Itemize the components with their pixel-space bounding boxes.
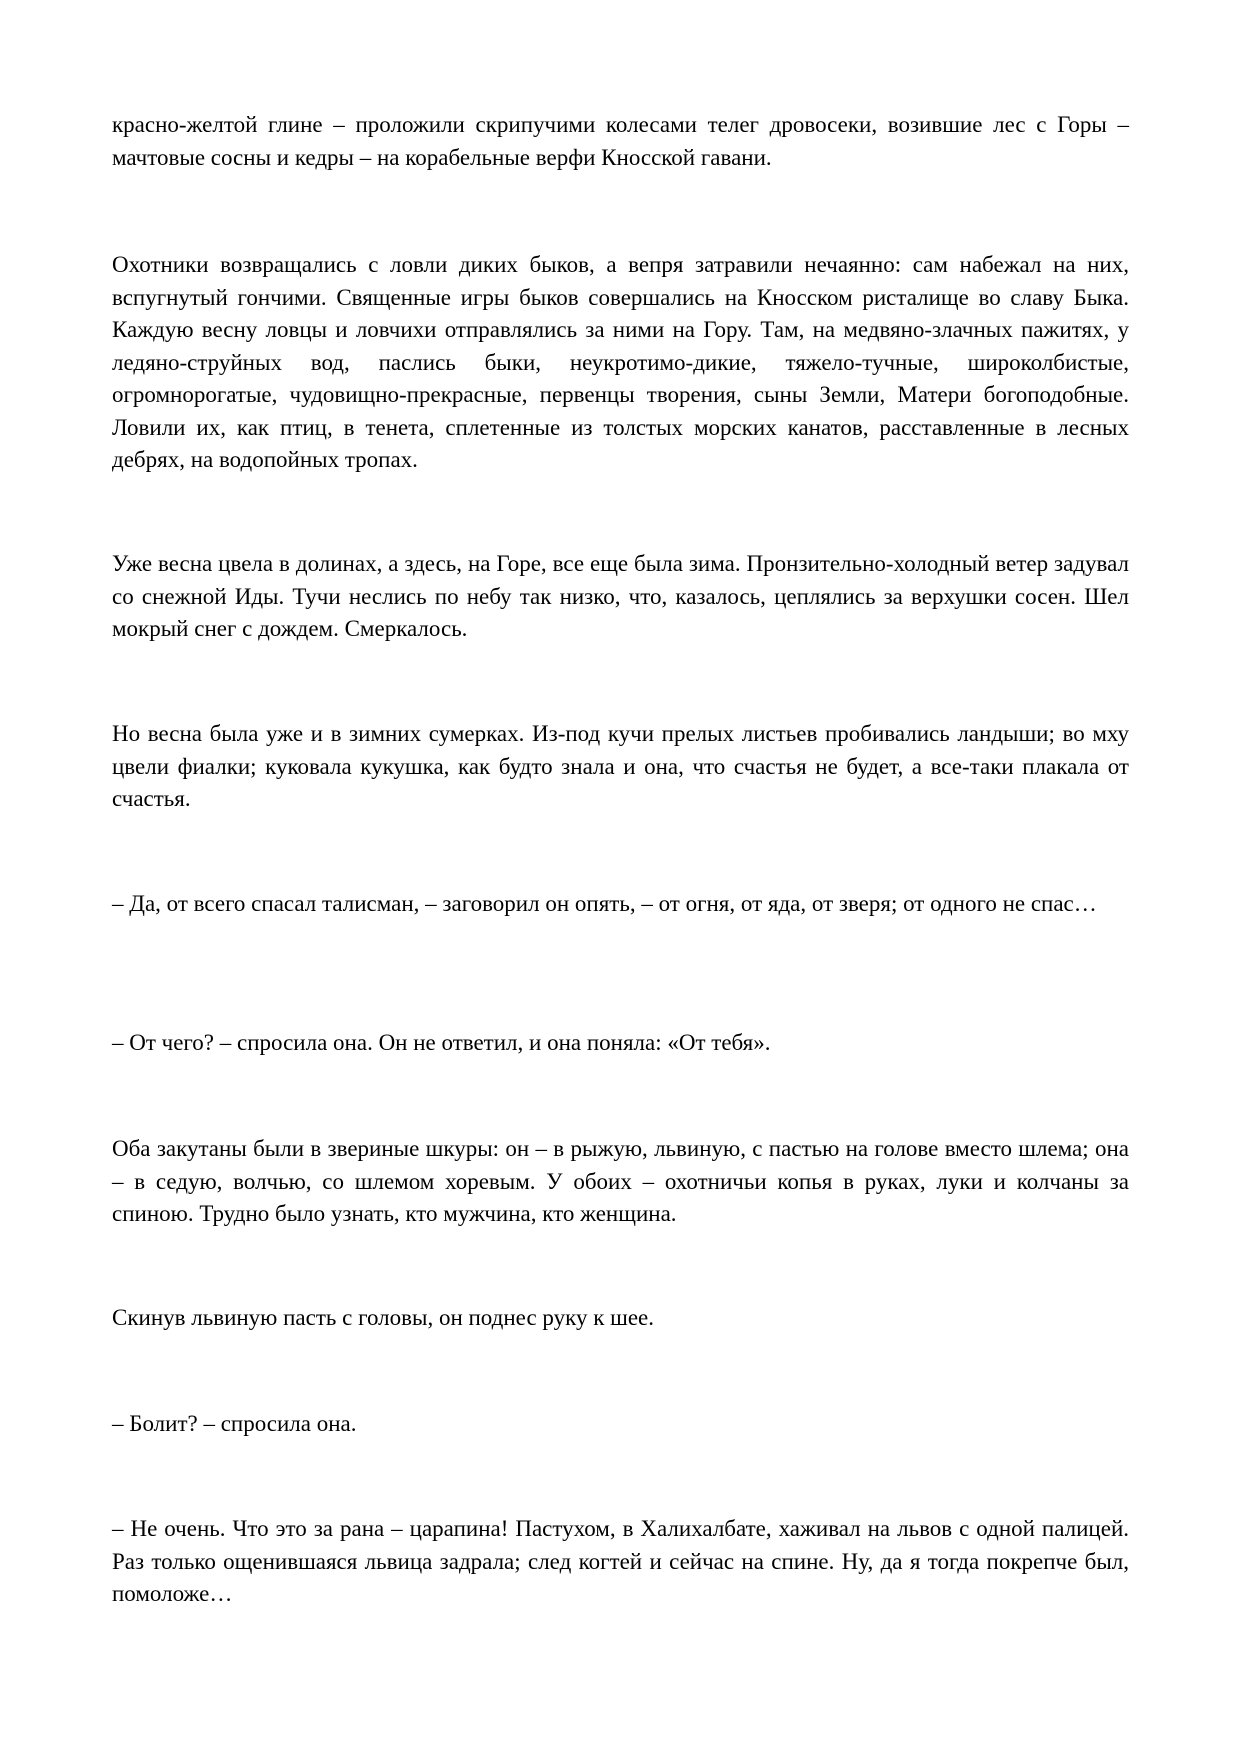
dialogue-paragraph: – Да, от всего спасал талисман, – заговорил он опять, – от огня, от яда, от зверя; от одного не спас… — [112, 891, 1097, 916]
paragraph: Охотники возвращались с ловли диких быков, а вепря затравили нечаянно: сам набежал на них, вспугнутый гончими. Священные игры быков совершались на Кносском ристалище во славу Быка. Каждую весну ловцы и ловчихи отправлялись за ними на Гору. Там, на медвяно-злачных пажитях, у ледяно-струйных вод, паслись быки, неукротимо-дикие, тяжело-тучные, широколбистые, огромнорогатые, чудовищно-прекрасные, первенцы творения, сыны Земли, Матери богоподобные. Ловили их, как птиц, в тенета, сплетенные из толстых морских канатов, расставленные в лесных дебрях, на водопойных тропах. — [112, 252, 1129, 472]
dialogue-paragraph: – От чего? – спросила она. Он не ответил, и она поняла: «От тебя». — [112, 1030, 771, 1055]
dialogue-paragraph: – Болит? – спросила она. — [112, 1411, 357, 1436]
paragraph: Но весна была уже и в зимних сумерках. Из-под кучи прелых листьев пробивались ландыши; во мху цвели фиалки; куковала кукушка, как будто знала и она, что счастья не будет, а все-таки плакала от счастья. — [112, 721, 1129, 811]
paragraph: Оба закутаны были в звериные шкуры: он – в рыжую, львиную, с пастью на голове вместо шлема; она – в седую, волчью, со шлемом хоревым. У обоих – охотничьи копья в руках, луки и колчаны за спиною. Трудно было узнать, кто мужчина, кто женщина. — [112, 1136, 1129, 1226]
paragraph: Скинув львиную пасть с головы, он поднес руку к шее. — [112, 1305, 654, 1330]
dialogue-paragraph: – Не очень. Что это за рана – царапина! Пастухом, в Халихалбате, хаживал на львов с одной палицей. Раз только ощенившаяся львица задрала; след когтей и сейчас на спине. Ну, да я тогда покрепче был, помоложе… — [112, 1516, 1129, 1606]
paragraph: Уже весна цвела в долинах, а здесь, на Горе, все еще была зима. Пронзительно-холодный ветер задувал со снежной Иды. Тучи неслись по небу так низко, что, казалось, цеплялись за верхушки сосен. Шел мокрый снег с дождем. Смеркалось. — [112, 551, 1129, 641]
paragraph: красно-желтой глине – проложили скрипучими колесами телег дровосеки, возившие лес с Горы – мачтовые сосны и кедры – на корабельные верфи Кносской гавани. — [112, 112, 1129, 170]
